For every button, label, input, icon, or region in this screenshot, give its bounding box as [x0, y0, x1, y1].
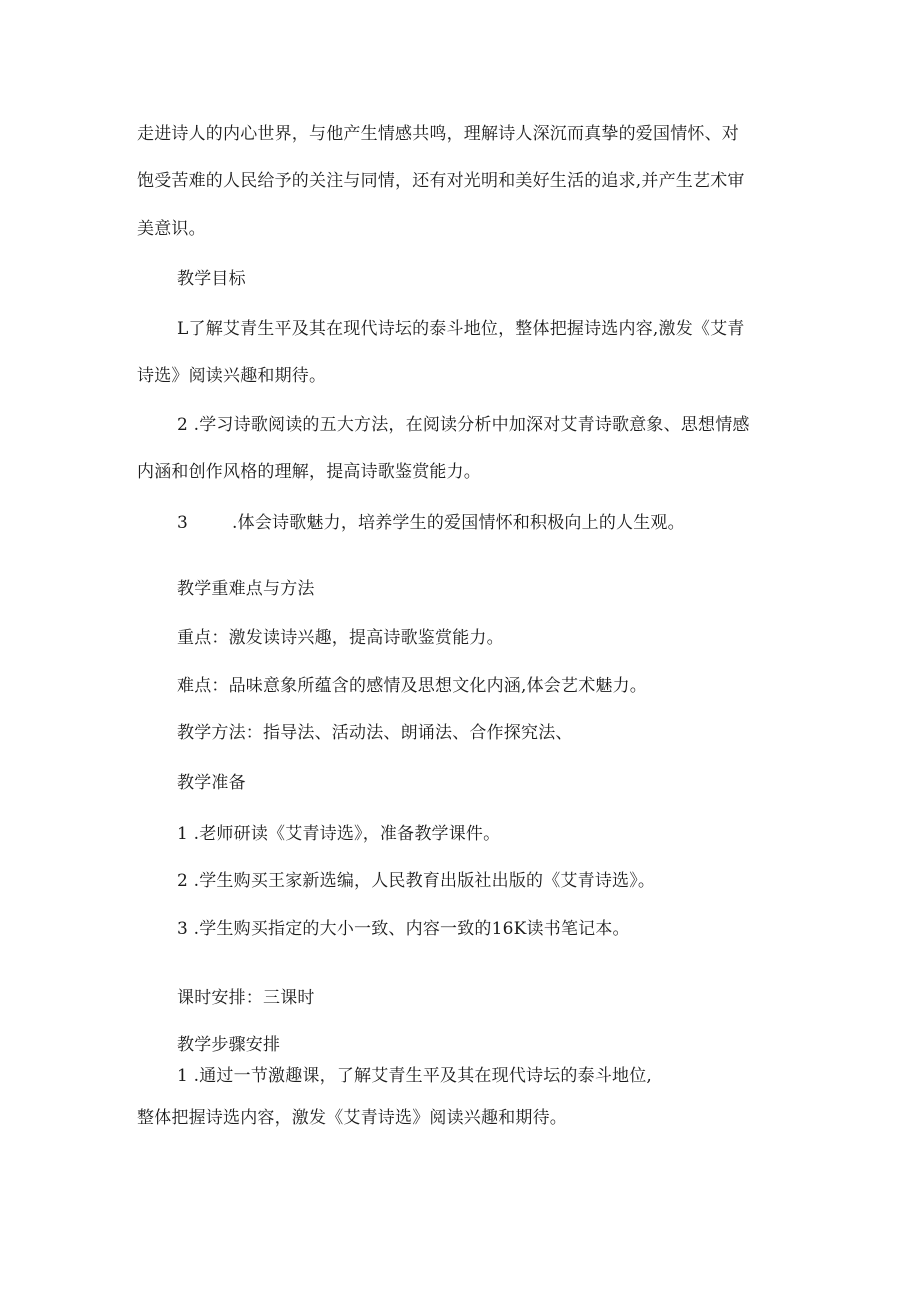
goals-heading: 教学目标	[177, 269, 246, 289]
goal-1-line-1: L了解艾青生平及其在现代诗坛的泰斗地位，整体把握诗选内容,激发《艾青	[177, 319, 745, 339]
goal-3	[177, 512, 685, 534]
schedule-steps-heading: 教学步骤安排	[177, 1035, 281, 1055]
preparation-heading: 教学准备	[177, 773, 246, 793]
preparation-item-1: 1 .老师研读《艾青诗选》，准备教学课件。	[177, 824, 501, 844]
intro-line-1: 走进诗人的内心世界，与他产生情感共鸣，理解诗人深沉而真挚的爱国情怀、对	[137, 124, 739, 144]
intro-line-2: 饱受苦难的人民给予的关注与同情，还有对光明和美好生活的追求,并产生艺术审	[137, 171, 745, 191]
schedule-hours: 课时安排：三课时	[177, 988, 315, 1008]
keypoints-difficulty: 难点：品味意象所蕴含的感情及思想文化内涵,体会艺术魅力。	[177, 676, 648, 696]
goal-2-line-1: 2 .学习诗歌阅读的五大方法，在阅读分析中加深对艾青诗歌意象、思想情感	[177, 415, 750, 435]
intro-line-3: 美意识。	[137, 219, 206, 239]
schedule-step-1-line-2: 整体把握诗选内容，激发《艾青诗选》阅读兴趣和期待。	[137, 1108, 567, 1128]
preparation-item-2: 2 .学生购买王家新选编，人民教育出版社出版的《艾青诗选》。	[177, 871, 656, 891]
goal-3-number: 3	[177, 513, 189, 533]
keypoints-focus: 重点：激发读诗兴趣，提高诗歌鉴赏能力。	[177, 628, 504, 648]
goal-2-line-2: 内涵和创作风格的理解，提高诗歌鉴赏能力。	[137, 462, 481, 482]
preparation-item-3: 3 .学生购买指定的大小一致、内容一致的16K读书笔记本。	[177, 919, 630, 939]
goal-3-text: .体会诗歌魅力，培养学生的爱国情怀和积极向上的人生观。	[232, 513, 685, 533]
keypoints-heading: 教学重难点与方法	[177, 579, 315, 599]
schedule-step-1-line-1: 1 .通过一节激趣课，了解艾青生平及其在现代诗坛的泰斗地位,	[177, 1066, 653, 1086]
goal-1-line-2: 诗选》阅读兴趣和期待。	[137, 366, 327, 386]
keypoints-methods: 教学方法：指导法、活动法、朗诵法、合作探究法、	[177, 723, 573, 743]
